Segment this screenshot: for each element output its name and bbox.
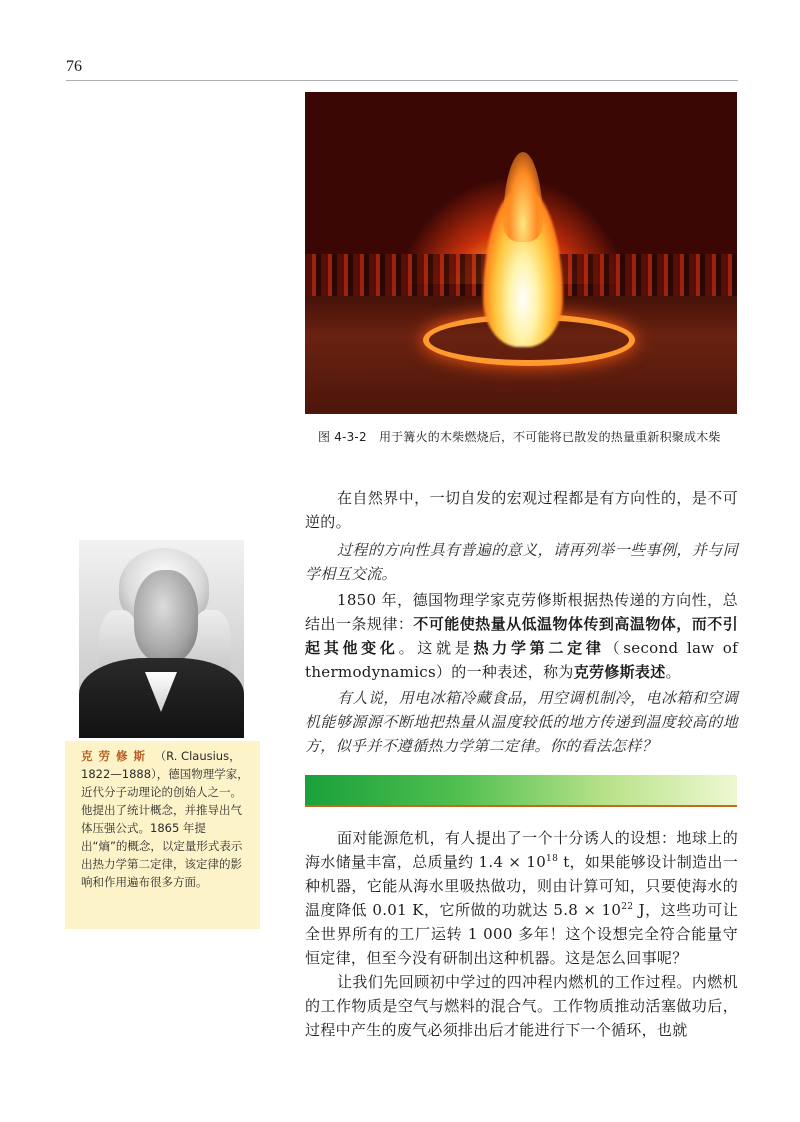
paragraph-energy-crisis xyxy=(305,826,738,970)
text-span: 1850 年，德国物理学家克劳修斯根据热传递的方向性，总结出一条规律： xyxy=(305,591,738,633)
discussion-prompt-1: 过程的方向性具有普遍的意义，请再列举一些事例，并与同学相互交流。 xyxy=(305,541,738,583)
page-number: 76 xyxy=(66,58,82,75)
exponent: 18 xyxy=(546,854,559,864)
text-span: （second law of thermodynamics）的一种表述，称为 xyxy=(305,639,738,681)
discussion-prompt-2: 有人说，用电冰箱冷藏食品，用空调机制冷，电冰箱和空调机能够源源不断地把热量从温度较低的地方传递到温度较高的地方，似乎并不遵循热力学第二定律。你的看法怎样？ xyxy=(305,689,738,755)
portrait-face xyxy=(134,570,198,662)
biography-name: 克劳修斯 xyxy=(81,749,151,763)
bold-term-second-law: 热力学第二定律 xyxy=(473,639,605,657)
bold-term-clausius-statement: 克劳修斯表述 xyxy=(573,663,666,681)
text-span: 面对能源危机，有人提出了一个十分诱人的设想：地球上的海水储量丰富，总质量约 1.4 × 10 xyxy=(305,829,738,871)
paragraph-combustion-engine: 让我们先回顾初中学过的四冲程内燃机的工作过程。内燃机的工作物质是空气与燃料的混合气。工作物质推动活塞做功后，过程中产生的废气必须排出后才能进行下一个循环，也就 xyxy=(305,973,738,1039)
paragraph-1: 在自然界中，一切自发的宏观过程都是有方向性的，是不可逆的。 xyxy=(305,489,738,531)
photo-flame-tip xyxy=(503,152,543,242)
section-heading-bar xyxy=(305,775,737,807)
bold-law-statement: 不可能使热量从低温物体传到高温物体，而不引起其他变化 xyxy=(305,615,738,657)
text-span: t，如果能够设计制造出一种机器，它能从海水里吸热做功，则由计算可知，只要使海水的温度降低 0.01 K，它所做的功就达 5.8 × 10 xyxy=(305,853,738,919)
bonfire-photo xyxy=(305,92,737,414)
biography-note xyxy=(65,741,260,929)
text-span: 。 xyxy=(665,663,681,681)
paragraph-clausius-statement xyxy=(305,588,738,684)
header-rule xyxy=(66,80,738,81)
exponent: 22 xyxy=(621,902,634,912)
text-span: J，这些功可让全世界所有的工厂运转 1 000 多年！这个设想完全符合能量守恒定律，但至今没有研制出这种机器。这是怎么回事呢？ xyxy=(305,901,739,967)
clausius-portrait xyxy=(79,540,244,738)
biography-text: （R. Clausius，1822—1888），德国物理学家，近代分子动理论的创始人之一。他提出了统计概念，并推导出气体压强公式。1865 年提出“熵”的概念，以定量形式表示出热力学第二定律，该定律的影响和作用遍布很多方面。 xyxy=(81,749,249,889)
figure-caption: 图 4-3-2 用于篝火的木柴燃烧后，不可能将已散发的热量重新积聚成木柴 xyxy=(318,430,721,444)
text-span: 。这就是 xyxy=(398,639,474,657)
